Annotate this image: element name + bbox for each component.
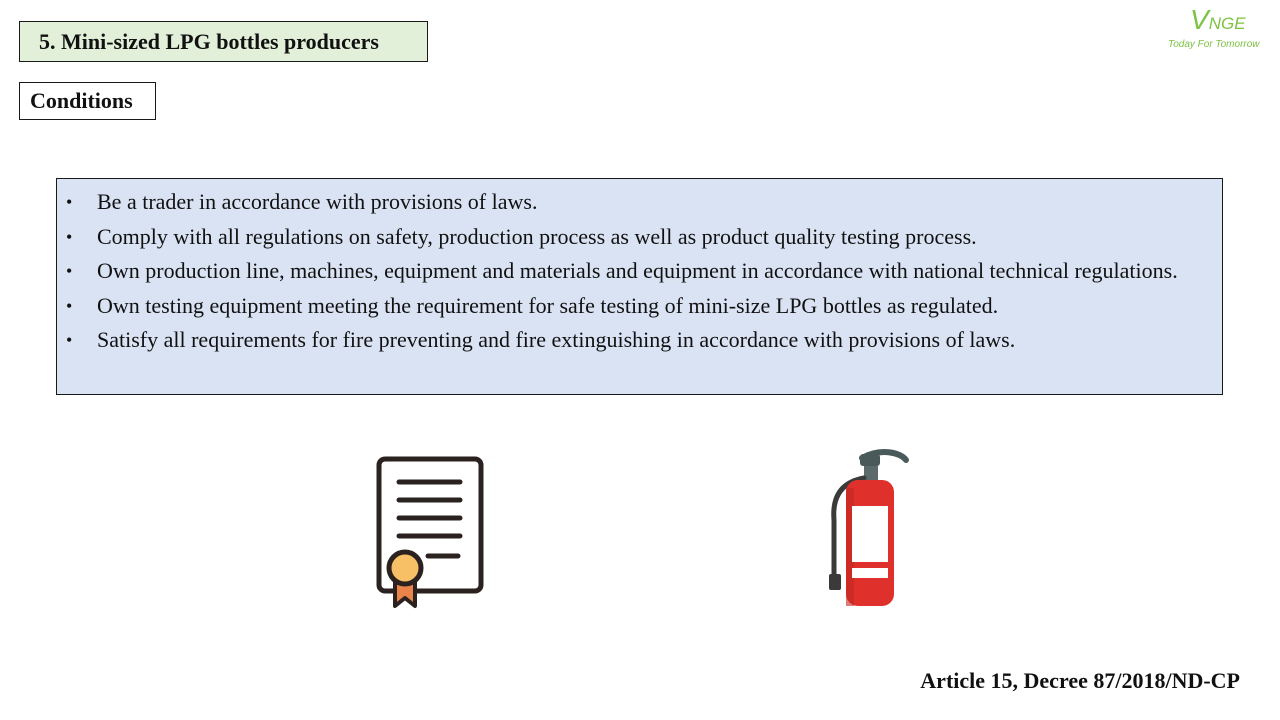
conditions-panel [56,178,1223,395]
condition-text: Own testing equipment meeting the requirement for safe testing of mini-size LPG bottles as regulated. [97,292,999,318]
vnge-logo [1162,4,1272,54]
bullet: • [66,226,73,247]
condition-item [66,220,1213,255]
bullet: • [66,295,73,316]
condition-text: Own production line, machines, equipment and materials and equipment in accordance with national technical regulations. [97,258,1178,283]
logo-tagline: Today For Tomorrow [1168,39,1260,50]
legal-citation: Article 15, Decree 87/2018/ND-CP [920,668,1240,693]
bullet: • [66,330,73,350]
bullet: • [66,192,73,212]
condition-text: Satisfy all requirements for fire preventing and fire extinguishing in accordance with provisions of laws. [97,327,1016,352]
condition-item [66,254,1213,289]
bullet: • [66,261,73,281]
condition-text: Comply with all regulations on safety, production process as well as product quality testing process. [97,223,977,249]
slide-title-text: 5. Mini-sized LPG bottles producers [39,28,379,54]
certificate-icon [372,452,490,612]
section-heading [19,82,156,120]
fire-extinguisher-icon [820,448,915,610]
conditions-list [66,185,1213,358]
condition-item [66,289,1213,324]
condition-item [66,185,1213,220]
logo-mark: VNGE [1190,4,1246,35]
section-heading-text: Conditions [30,88,133,113]
slide-title [19,21,428,62]
condition-text: Be a trader in accordance with provisions of laws. [97,189,538,214]
condition-item [66,323,1213,358]
